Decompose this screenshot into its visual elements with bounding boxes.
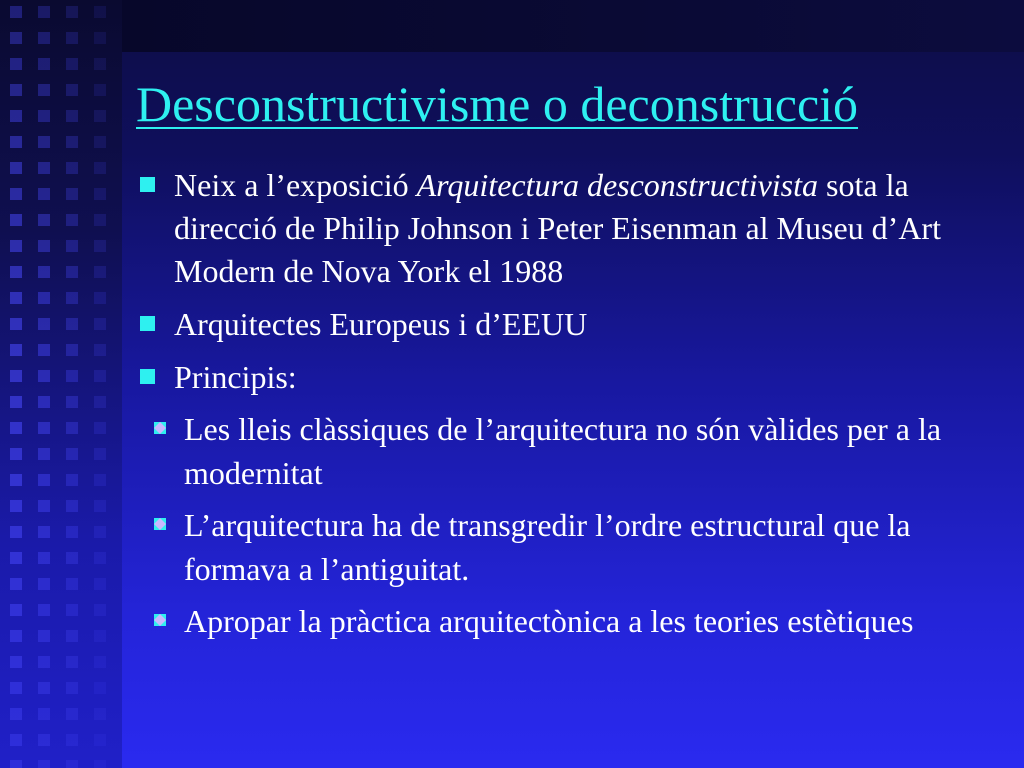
exhibition-name: Arquitectura desconstructivista	[416, 167, 819, 203]
decor-square	[10, 214, 22, 226]
decor-square	[94, 344, 106, 356]
square-bullet-icon	[140, 177, 155, 192]
decor-square	[38, 84, 50, 96]
decor-square	[38, 578, 50, 590]
decor-square	[10, 708, 22, 720]
decor-square	[94, 136, 106, 148]
decor-square	[10, 552, 22, 564]
bullet-list	[138, 164, 988, 653]
diamond-bullet-icon	[154, 518, 166, 530]
decor-square	[10, 162, 22, 174]
decor-square	[94, 552, 106, 564]
decor-square	[10, 136, 22, 148]
decor-square	[94, 162, 106, 174]
decor-square	[66, 760, 78, 768]
decor-square	[10, 32, 22, 44]
slide-title: Desconstructivisme o deconstrucció	[136, 76, 859, 132]
decor-square	[38, 656, 50, 668]
decor-square	[66, 136, 78, 148]
decor-square	[66, 32, 78, 44]
decor-square	[94, 396, 106, 408]
decor-square	[66, 58, 78, 70]
decor-square	[66, 656, 78, 668]
decor-square	[10, 396, 22, 408]
decor-square	[38, 6, 50, 18]
decor-square	[38, 682, 50, 694]
decor-square	[38, 422, 50, 434]
decor-square	[66, 318, 78, 330]
decor-square	[94, 422, 106, 434]
decor-square	[10, 474, 22, 486]
decor-square	[38, 240, 50, 252]
decor-square	[38, 500, 50, 512]
decor-square	[94, 448, 106, 460]
decor-square	[38, 474, 50, 486]
decor-square	[10, 526, 22, 538]
bullet-item-arquitectes	[138, 303, 988, 346]
sub-bullet-item	[138, 599, 988, 643]
decor-square	[38, 760, 50, 768]
decor-square	[94, 6, 106, 18]
bullet-item-exposicio	[138, 164, 988, 293]
decor-square	[10, 578, 22, 590]
square-bullet-icon	[140, 369, 155, 384]
decor-square	[10, 422, 22, 434]
decor-square	[66, 84, 78, 96]
decor-square	[66, 604, 78, 616]
decor-square	[66, 292, 78, 304]
decor-square	[38, 266, 50, 278]
decor-square	[10, 6, 22, 18]
decor-square	[38, 526, 50, 538]
decor-square	[94, 578, 106, 590]
decor-square	[66, 500, 78, 512]
decor-square	[10, 292, 22, 304]
decor-square	[10, 734, 22, 746]
decor-square	[10, 344, 22, 356]
decor-square	[66, 708, 78, 720]
decor-square	[38, 370, 50, 382]
decor-square	[94, 240, 106, 252]
decor-square	[38, 344, 50, 356]
decor-square	[38, 552, 50, 564]
decor-square	[94, 292, 106, 304]
decor-square	[66, 214, 78, 226]
decor-square	[10, 760, 22, 768]
decor-square	[10, 318, 22, 330]
decor-square	[66, 474, 78, 486]
decor-square	[66, 448, 78, 460]
decor-square	[66, 526, 78, 538]
decor-square	[94, 526, 106, 538]
decor-square	[94, 708, 106, 720]
decor-square	[66, 266, 78, 278]
decor-square	[38, 162, 50, 174]
top-dark-band	[122, 0, 1024, 52]
sub-bullet-item	[138, 503, 988, 591]
decor-square	[94, 266, 106, 278]
decor-square	[94, 734, 106, 746]
decor-square	[66, 734, 78, 746]
sub-bullet-text: L’arquitectura ha de transgredir l’ordre estructural que la formava a l’antiguitat.	[184, 507, 911, 587]
decor-square	[38, 396, 50, 408]
decor-square	[38, 734, 50, 746]
decor-square	[94, 682, 106, 694]
diamond-bullet-icon	[154, 422, 166, 434]
decor-square	[38, 630, 50, 642]
decor-square	[10, 266, 22, 278]
decor-square	[94, 32, 106, 44]
decor-square	[66, 188, 78, 200]
decor-square	[38, 292, 50, 304]
principles-sublist	[174, 407, 988, 643]
decor-square	[94, 760, 106, 768]
decor-square	[66, 240, 78, 252]
decor-square	[10, 110, 22, 122]
decor-square	[94, 58, 106, 70]
decor-square	[66, 630, 78, 642]
decor-square	[94, 188, 106, 200]
decor-square	[66, 344, 78, 356]
square-bullet-icon	[140, 316, 155, 331]
decor-square	[66, 162, 78, 174]
decor-square	[10, 84, 22, 96]
decor-square	[10, 656, 22, 668]
decor-square	[10, 370, 22, 382]
decor-square	[38, 708, 50, 720]
decor-square	[66, 682, 78, 694]
bullet-text: Arquitectes Europeus i d’EEUU	[174, 306, 588, 342]
decor-square	[94, 110, 106, 122]
decor-square	[94, 604, 106, 616]
decor-square	[66, 370, 78, 382]
decor-square	[38, 136, 50, 148]
decor-square	[38, 110, 50, 122]
decor-square	[10, 500, 22, 512]
decor-square	[94, 630, 106, 642]
decor-square	[38, 188, 50, 200]
decor-square	[10, 58, 22, 70]
diamond-bullet-icon	[154, 614, 166, 626]
decor-square	[38, 604, 50, 616]
decor-square	[66, 552, 78, 564]
decor-square	[38, 32, 50, 44]
sub-bullet-item	[138, 407, 988, 495]
bullet-text-part: sota la direcció de Philip Johnson i Peter Eisenman al Museu d’Art Modern de Nova York el 1988	[174, 167, 941, 289]
sub-bullet-text: Les lleis clàssiques de l’arquitectura no són vàlides per a la modernitat	[184, 411, 942, 491]
bullet-text-part: Neix a l’exposició	[174, 167, 417, 203]
bullet-item-principis	[138, 356, 988, 643]
decor-square	[10, 630, 22, 642]
decor-square	[10, 240, 22, 252]
decor-square	[94, 500, 106, 512]
decor-square	[10, 604, 22, 616]
decor-square	[10, 448, 22, 460]
decor-squares	[0, 0, 122, 768]
decor-square	[94, 84, 106, 96]
decor-square	[66, 110, 78, 122]
decor-square	[38, 58, 50, 70]
sub-bullet-text: Apropar la pràctica arquitectònica a les teories estètiques	[184, 603, 914, 639]
decor-square	[66, 422, 78, 434]
decor-square	[66, 6, 78, 18]
decor-square	[94, 214, 106, 226]
decor-square	[38, 448, 50, 460]
decor-square	[94, 370, 106, 382]
decor-square	[94, 474, 106, 486]
decor-square	[66, 578, 78, 590]
decor-square	[38, 318, 50, 330]
decor-square	[10, 188, 22, 200]
decor-square	[38, 214, 50, 226]
decor-square	[94, 318, 106, 330]
decor-square	[10, 682, 22, 694]
bullet-text: Principis:	[174, 359, 297, 395]
decor-square	[94, 656, 106, 668]
decor-square	[66, 396, 78, 408]
